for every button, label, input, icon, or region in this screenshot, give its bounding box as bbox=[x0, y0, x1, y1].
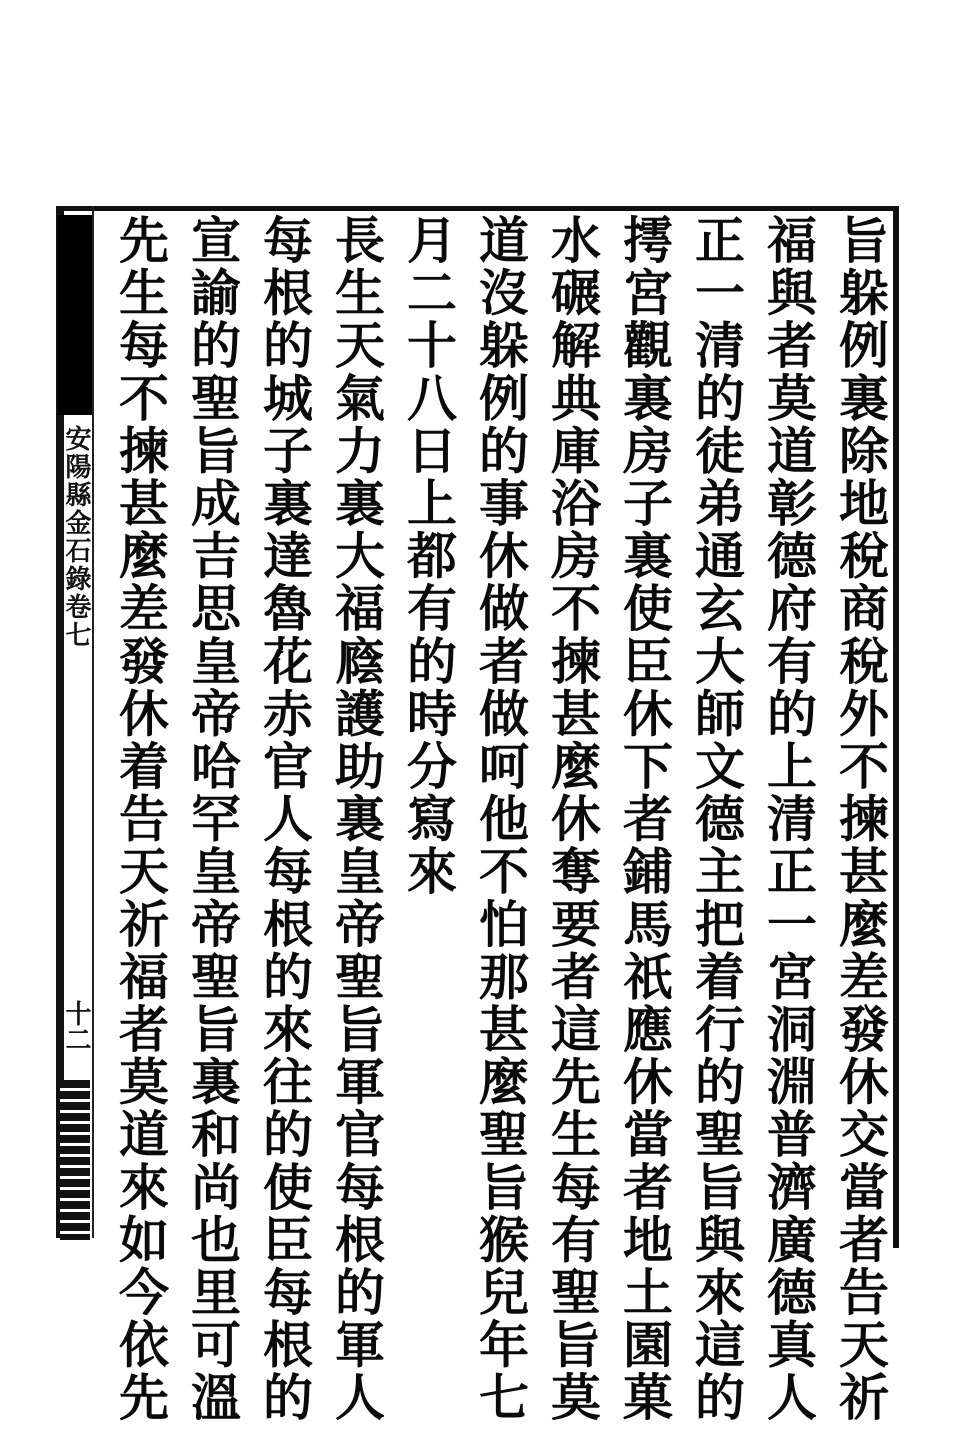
text-column: 正一清的徒弟通玄大師文德主把着行的聖旨與來這的 bbox=[687, 214, 746, 1424]
text-column: 道沒躲例的事休做者做呵他不怕那甚麼聖旨猴兒年七 bbox=[471, 214, 530, 1424]
text-column: 月二十八日上都有的時分寫來 bbox=[399, 214, 458, 898]
text-column: 水碾解典庫浴房不揀甚麼休奪要者這先生每有聖旨莫 bbox=[543, 214, 602, 1424]
text-column: 旨躲例裏除地稅商稅外不揀甚麼差發休交當者告天祈 bbox=[831, 214, 890, 1424]
black-fishtail-band bbox=[58, 215, 92, 415]
text-column: 摴宮觀裏房子裏使臣休下者鋪馬祇應休當者地土園菓 bbox=[615, 214, 674, 1424]
margin-title bbox=[58, 425, 94, 845]
frame-top-border bbox=[56, 206, 898, 211]
page-end-mark bbox=[60, 1080, 90, 1240]
folio-number: 十二 bbox=[61, 1000, 91, 1052]
text-column: 先生每不揀甚麼差發休着告天祈福者莫道來如今依先 bbox=[111, 214, 170, 1424]
text-column: 每根的城子裏達魯花赤官人每根的來往的使臣每根的 bbox=[255, 214, 314, 1424]
margin-title-text: 安陽縣金石錄卷七 bbox=[61, 425, 91, 649]
frame-right-border bbox=[893, 206, 899, 1248]
text-column: 宣諭的聖旨成吉思皇帝哈罕皇帝聖旨裏和尚也里可溫 bbox=[183, 214, 242, 1424]
main-text-block bbox=[100, 214, 890, 1424]
text-column: 長生天氣力裏大福廕護助裏皇帝聖旨軍官每根的軍人 bbox=[327, 214, 386, 1424]
text-column: 福與者莫道彰德府有的上清正一宮洞淵普濟廣德真人 bbox=[759, 214, 818, 1424]
